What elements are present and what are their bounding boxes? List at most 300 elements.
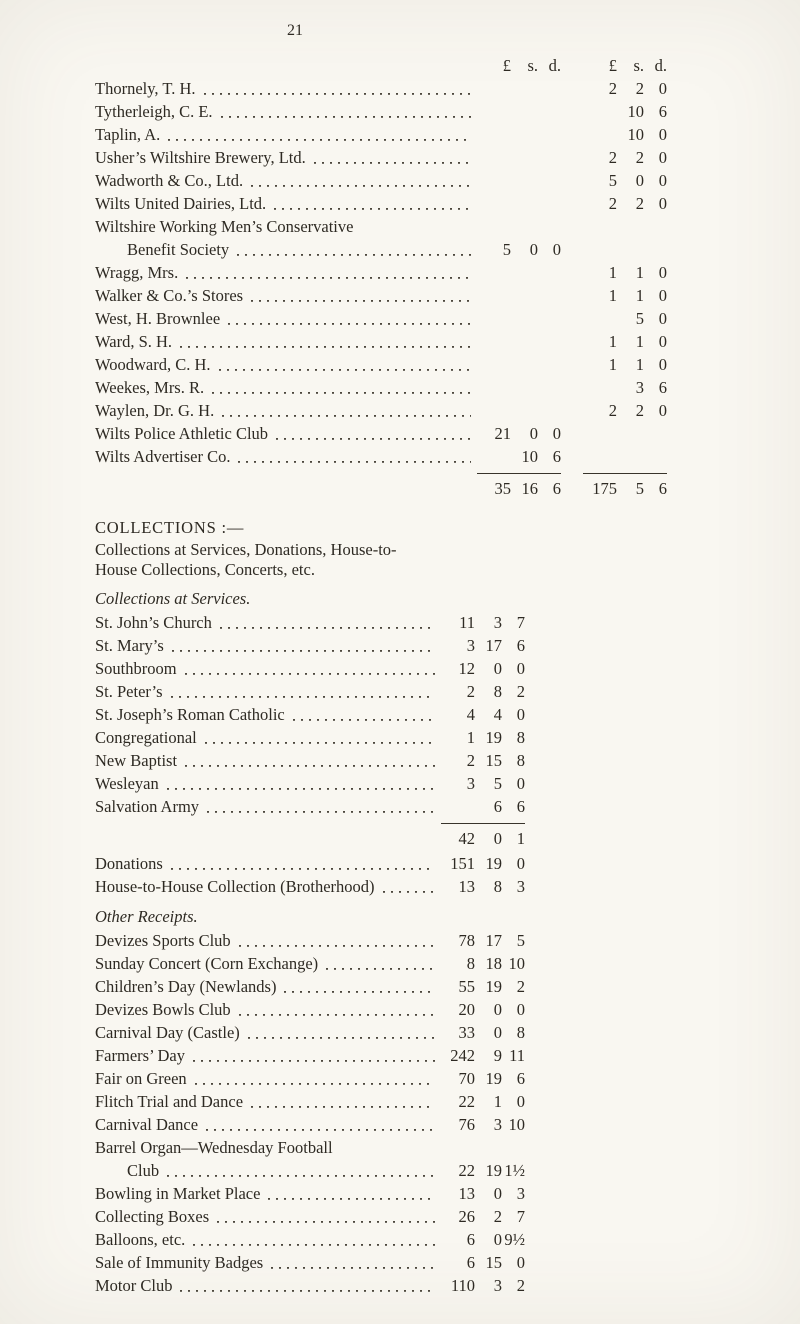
other-receipts-subheading: Other Receipts. — [95, 907, 198, 926]
pounds-value — [477, 146, 511, 169]
pence-total: 1 — [516, 829, 525, 848]
pence-value: 7 — [516, 1207, 525, 1226]
shillings-value: 18 — [485, 954, 502, 973]
entry — [95, 1113, 441, 1136]
pounds-symbol: £ — [502, 56, 511, 75]
subscription-row — [95, 192, 667, 215]
shillings-value: 19 — [485, 728, 502, 747]
dot-leader — [314, 146, 471, 169]
receipt-name: Club — [127, 1161, 160, 1180]
pence-value — [538, 192, 561, 215]
dot-leader — [284, 975, 435, 998]
pence-value: 9½ — [504, 1230, 525, 1249]
pounds-value — [477, 307, 511, 330]
dot-leader — [220, 611, 435, 634]
shillings-value: 15 — [485, 1253, 502, 1272]
pounds-value — [583, 445, 617, 468]
pence-value: 2 — [516, 682, 525, 701]
pounds-value — [477, 100, 511, 123]
amount-col1 — [477, 422, 561, 445]
pence-value — [538, 353, 561, 376]
amount-col2 — [583, 399, 667, 422]
currency-header-row — [95, 54, 667, 77]
shillings-value — [511, 330, 538, 353]
shillings-value: 2 — [635, 401, 644, 420]
shillings-value: 1 — [635, 263, 644, 282]
summary-list — [95, 852, 525, 898]
column-gap — [561, 215, 583, 238]
amount — [441, 772, 525, 795]
shillings-value: 0 — [493, 1023, 502, 1042]
intro-line-1: Collections at Services, Donations, House-to- — [95, 540, 397, 559]
shillings-value: 0 — [493, 1184, 502, 1203]
dot-leader — [251, 1090, 435, 1113]
shillings-value: 8 — [493, 877, 502, 896]
pounds-value — [441, 1136, 475, 1159]
collection-name: St. John’s Church — [95, 613, 212, 632]
column-gap — [561, 445, 583, 468]
dot-leader — [172, 634, 435, 657]
subscriber-name: Taplin, A. — [95, 125, 161, 144]
receipt-row — [95, 1251, 525, 1274]
services-total-row — [95, 823, 525, 850]
amount-col1 — [477, 445, 561, 468]
amount-col2 — [583, 192, 667, 215]
amount-col1 — [477, 284, 561, 307]
pounds-value — [477, 77, 511, 100]
column-gap — [561, 399, 583, 422]
column-gap — [561, 353, 583, 376]
pence-value: 6 — [516, 797, 525, 816]
amount — [441, 975, 525, 998]
amount — [441, 703, 525, 726]
collection-row — [95, 680, 525, 703]
entry — [95, 192, 477, 215]
pounds-value: 13 — [458, 1184, 475, 1203]
collection-row — [95, 703, 525, 726]
pence-value — [644, 215, 667, 238]
amount — [441, 1159, 525, 1182]
shillings-value: 10 — [627, 102, 644, 121]
receipt-row — [95, 1090, 525, 1113]
pounds-value: 55 — [458, 977, 475, 996]
pounds-value: 21 — [494, 424, 511, 443]
pounds-value: 76 — [458, 1115, 475, 1134]
subscriptions-total-col1 — [477, 473, 561, 500]
dot-leader — [206, 1113, 435, 1136]
summary-row — [95, 852, 525, 875]
amount-col2 — [583, 146, 667, 169]
pence-value: 0 — [658, 125, 667, 144]
pounds-value: 2 — [608, 79, 617, 98]
column-gap — [561, 238, 583, 261]
pence-value: 0 — [658, 332, 667, 351]
subscription-row — [95, 353, 667, 376]
subscriber-name: Wilts Advertiser Co. — [95, 447, 231, 466]
header-spacer — [95, 54, 477, 77]
receipt-name: Flitch Trial and Dance — [95, 1092, 244, 1111]
pounds-value: 6 — [466, 1230, 475, 1249]
entry — [95, 1044, 441, 1067]
pence-value: 10 — [508, 954, 525, 973]
pounds-value: 33 — [458, 1023, 475, 1042]
pounds-symbol: £ — [608, 56, 617, 75]
subscription-row — [95, 100, 667, 123]
shillings-value: 1 — [635, 286, 644, 305]
entry — [95, 975, 441, 998]
collection-row — [95, 657, 525, 680]
pounds-value: 1 — [608, 263, 617, 282]
collection-row — [95, 611, 525, 634]
pence-value: 0 — [516, 705, 525, 724]
entry — [95, 445, 477, 468]
pounds-value — [477, 284, 511, 307]
collection-row — [95, 726, 525, 749]
shillings-value: 17 — [485, 636, 502, 655]
amount — [441, 749, 525, 772]
services-subheading: Collections at Services. — [95, 589, 251, 608]
receipt-name: Fair on Green — [95, 1069, 187, 1088]
subscriber-name: Usher’s Wiltshire Brewery, Ltd. — [95, 148, 306, 167]
entry — [95, 376, 477, 399]
collection-row — [95, 634, 525, 657]
dot-leader — [168, 123, 471, 146]
dot-leader — [276, 422, 471, 445]
amount-col1 — [477, 100, 561, 123]
dot-leader — [274, 192, 471, 215]
subscription-row — [95, 215, 667, 238]
dot-leader — [248, 1021, 435, 1044]
receipt-name: Devizes Bowls Club — [95, 1000, 231, 1019]
subscriber-name: Wadworth & Co., Ltd. — [95, 171, 244, 190]
shillings-value: 1 — [635, 332, 644, 351]
shillings-value — [511, 307, 538, 330]
receipt-row — [95, 1274, 525, 1297]
pence-value: 8 — [516, 751, 525, 770]
entry — [95, 611, 441, 634]
amount — [441, 1136, 525, 1159]
amount-col1 — [477, 192, 561, 215]
amount — [441, 1182, 525, 1205]
dot-leader — [171, 852, 435, 875]
pounds-total: 35 — [494, 479, 511, 498]
subscriptions-section — [95, 54, 667, 500]
pence-value: 0 — [658, 148, 667, 167]
collections-intro — [95, 540, 667, 580]
pounds-value: 78 — [458, 931, 475, 950]
pence-value: 3 — [516, 877, 525, 896]
entry — [95, 1159, 441, 1182]
receipt-row — [95, 952, 525, 975]
column-gap — [561, 422, 583, 445]
shillings-value: 5 — [493, 774, 502, 793]
subscriber-name: Wilts United Dairies, Ltd. — [95, 194, 267, 213]
pounds-value — [477, 261, 511, 284]
pounds-value: 151 — [450, 854, 475, 873]
currency-header-col1 — [477, 54, 561, 77]
subscriber-name: Thornely, T. H. — [95, 79, 196, 98]
column-gap — [561, 54, 583, 77]
dot-leader — [193, 1228, 435, 1251]
entry — [95, 169, 477, 192]
pence-value — [538, 123, 561, 146]
subscriber-name: Weekes, Mrs. R. — [95, 378, 205, 397]
dot-leader — [221, 100, 471, 123]
shillings-value: 10 — [627, 125, 644, 144]
pence-total: 6 — [658, 479, 667, 498]
summary-name: Donations — [95, 854, 163, 873]
shillings-value: 17 — [485, 931, 502, 950]
pounds-value: 20 — [458, 1000, 475, 1019]
shillings-value — [511, 376, 538, 399]
pounds-value: 1 — [608, 332, 617, 351]
shillings-value: 9 — [493, 1046, 502, 1065]
shillings-value: 0 — [529, 424, 538, 443]
amount-col2 — [583, 123, 667, 146]
pounds-value — [477, 192, 511, 215]
shillings-value: 0 — [493, 659, 502, 678]
total-spacer — [95, 823, 441, 850]
pence-value: 0 — [658, 309, 667, 328]
entry — [95, 1090, 441, 1113]
shillings-value — [617, 422, 644, 445]
subscriber-name: Wilts Police Athletic Club — [95, 424, 269, 443]
dot-leader — [186, 261, 471, 284]
pounds-value: 22 — [458, 1092, 475, 1111]
entry — [95, 77, 477, 100]
shillings-value: 2 — [635, 79, 644, 98]
entry — [95, 1205, 441, 1228]
entry — [95, 307, 477, 330]
shillings-value: 15 — [485, 751, 502, 770]
subscription-row — [95, 146, 667, 169]
amount-col1 — [477, 399, 561, 422]
dot-leader — [204, 77, 471, 100]
entry — [95, 123, 477, 146]
amount — [441, 1090, 525, 1113]
entry — [95, 1228, 441, 1251]
pounds-value — [477, 445, 511, 468]
pence-value: 0 — [516, 659, 525, 678]
amount-col2 — [583, 376, 667, 399]
pence-value: 0 — [658, 286, 667, 305]
receipt-row — [95, 1205, 525, 1228]
shillings-value: 0 — [635, 171, 644, 190]
pounds-value — [477, 169, 511, 192]
collection-name: St. Peter’s — [95, 682, 163, 701]
collection-name: Salvation Army — [95, 797, 200, 816]
subscriptions-total-row — [95, 473, 667, 500]
amount — [441, 998, 525, 1021]
pounds-value — [477, 376, 511, 399]
amount-col2 — [583, 238, 667, 261]
shillings-value — [511, 261, 538, 284]
shillings-value: 3 — [493, 1115, 502, 1134]
amount — [441, 726, 525, 749]
shillings-value: 5 — [635, 309, 644, 328]
receipt-row — [95, 929, 525, 952]
summary-row — [95, 875, 525, 898]
shillings-abbr: s. — [633, 56, 644, 75]
subscription-row — [95, 284, 667, 307]
entry — [95, 1067, 441, 1090]
receipt-name: Balloons, etc. — [95, 1230, 186, 1249]
subscriber-name: Ward, S. H. — [95, 332, 173, 351]
pence-value: 0 — [658, 79, 667, 98]
pence-value: 6 — [552, 447, 561, 466]
pounds-value: 13 — [458, 877, 475, 896]
receipt-name: Carnival Day (Castle) — [95, 1023, 240, 1042]
shillings-value: 3 — [493, 613, 502, 632]
amount-col1 — [477, 376, 561, 399]
pence-value — [502, 1136, 525, 1159]
shillings-value — [511, 100, 538, 123]
pence-value: 0 — [516, 1253, 525, 1272]
amount — [441, 795, 525, 818]
amount — [441, 1113, 525, 1136]
dot-leader — [293, 703, 435, 726]
dot-leader — [180, 1274, 435, 1297]
dot-leader — [239, 929, 435, 952]
amount-col1 — [477, 330, 561, 353]
pounds-value: 4 — [466, 705, 475, 724]
entry — [95, 1021, 441, 1044]
collection-name: Congregational — [95, 728, 197, 747]
entry — [95, 284, 477, 307]
amount-col2 — [583, 445, 667, 468]
amount-col2 — [583, 100, 667, 123]
pounds-value: 3 — [466, 636, 475, 655]
subscriber-name: Waylen, Dr. G. H. — [95, 401, 215, 420]
subscription-row — [95, 422, 667, 445]
collection-row — [95, 795, 525, 818]
pence-value: 6 — [516, 636, 525, 655]
collections-section — [95, 518, 667, 1297]
amount — [441, 929, 525, 952]
amount-col2 — [583, 169, 667, 192]
amount-col1 — [477, 353, 561, 376]
collections-heading: COLLECTIONS :— — [95, 518, 245, 537]
shillings-value: 2 — [635, 148, 644, 167]
column-gap — [561, 330, 583, 353]
pence-value: 0 — [658, 263, 667, 282]
pounds-value: 5 — [502, 240, 511, 259]
pounds-value: 11 — [459, 613, 475, 632]
shillings-value — [511, 169, 538, 192]
shillings-total: 5 — [635, 479, 644, 498]
dot-leader — [251, 284, 471, 307]
other-receipts-list — [95, 929, 525, 1297]
pence-value — [538, 284, 561, 307]
shillings-value: 8 — [493, 682, 502, 701]
amount-col2 — [583, 284, 667, 307]
subscription-row — [95, 261, 667, 284]
pence-value — [644, 422, 667, 445]
collection-row — [95, 749, 525, 772]
dot-leader — [185, 749, 435, 772]
dot-leader — [251, 169, 471, 192]
pounds-value — [477, 353, 511, 376]
amount-col2 — [583, 307, 667, 330]
shillings-value: 19 — [485, 854, 502, 873]
pence-value — [538, 100, 561, 123]
page-number: 21 — [287, 22, 303, 39]
dot-leader — [185, 657, 435, 680]
pounds-value: 1 — [608, 286, 617, 305]
subscription-row — [95, 399, 667, 422]
dot-leader — [268, 1182, 435, 1205]
shillings-value: 19 — [485, 1069, 502, 1088]
entry — [95, 353, 477, 376]
subscriber-name: West, H. Brownlee — [95, 309, 221, 328]
dot-leader — [383, 875, 435, 898]
subscriptions-total-col2 — [583, 473, 667, 500]
receipt-row — [95, 1067, 525, 1090]
shillings-value — [617, 445, 644, 468]
shillings-value — [511, 284, 538, 307]
entry — [95, 998, 441, 1021]
entry — [95, 1182, 441, 1205]
column-gap — [561, 192, 583, 215]
entry — [95, 726, 441, 749]
shillings-value: 2 — [635, 194, 644, 213]
receipt-name: Motor Club — [95, 1276, 173, 1295]
pence-value: 0 — [516, 1000, 525, 1019]
pounds-value — [583, 422, 617, 445]
pence-value — [538, 399, 561, 422]
collection-name: Wesleyan — [95, 774, 159, 793]
amount-col1 — [477, 261, 561, 284]
shillings-value — [511, 215, 538, 238]
subscriber-name: Wragg, Mrs. — [95, 263, 179, 282]
entry — [95, 852, 441, 875]
entry — [95, 238, 477, 261]
pence-value — [538, 169, 561, 192]
column-gap — [561, 376, 583, 399]
shillings-abbr: s. — [527, 56, 538, 75]
shillings-value — [475, 1136, 502, 1159]
shillings-value — [617, 238, 644, 261]
shillings-value: 1 — [635, 355, 644, 374]
subscription-row — [95, 445, 667, 468]
entry — [95, 146, 477, 169]
collection-name: St. Mary’s — [95, 636, 164, 655]
pence-value — [538, 77, 561, 100]
shillings-value — [511, 146, 538, 169]
entry — [95, 261, 477, 284]
dot-leader — [167, 772, 435, 795]
pence-value — [538, 146, 561, 169]
services-total-wrap — [95, 823, 525, 850]
amount-col1 — [477, 146, 561, 169]
shillings-value: 10 — [521, 447, 538, 466]
pence-value: 0 — [658, 401, 667, 420]
shillings-value — [511, 399, 538, 422]
pence-value: 11 — [509, 1046, 525, 1065]
pounds-value — [583, 123, 617, 146]
dot-leader — [237, 238, 471, 261]
dot-leader — [217, 1205, 435, 1228]
entry — [95, 330, 477, 353]
pence-value: 8 — [516, 1023, 525, 1042]
dot-leader — [205, 726, 435, 749]
amount-col2 — [583, 261, 667, 284]
shillings-total: 16 — [521, 479, 538, 498]
pounds-value: 22 — [458, 1161, 475, 1180]
receipt-name: Collecting Boxes — [95, 1207, 210, 1226]
pounds-value — [477, 215, 511, 238]
amount-col1 — [477, 238, 561, 261]
